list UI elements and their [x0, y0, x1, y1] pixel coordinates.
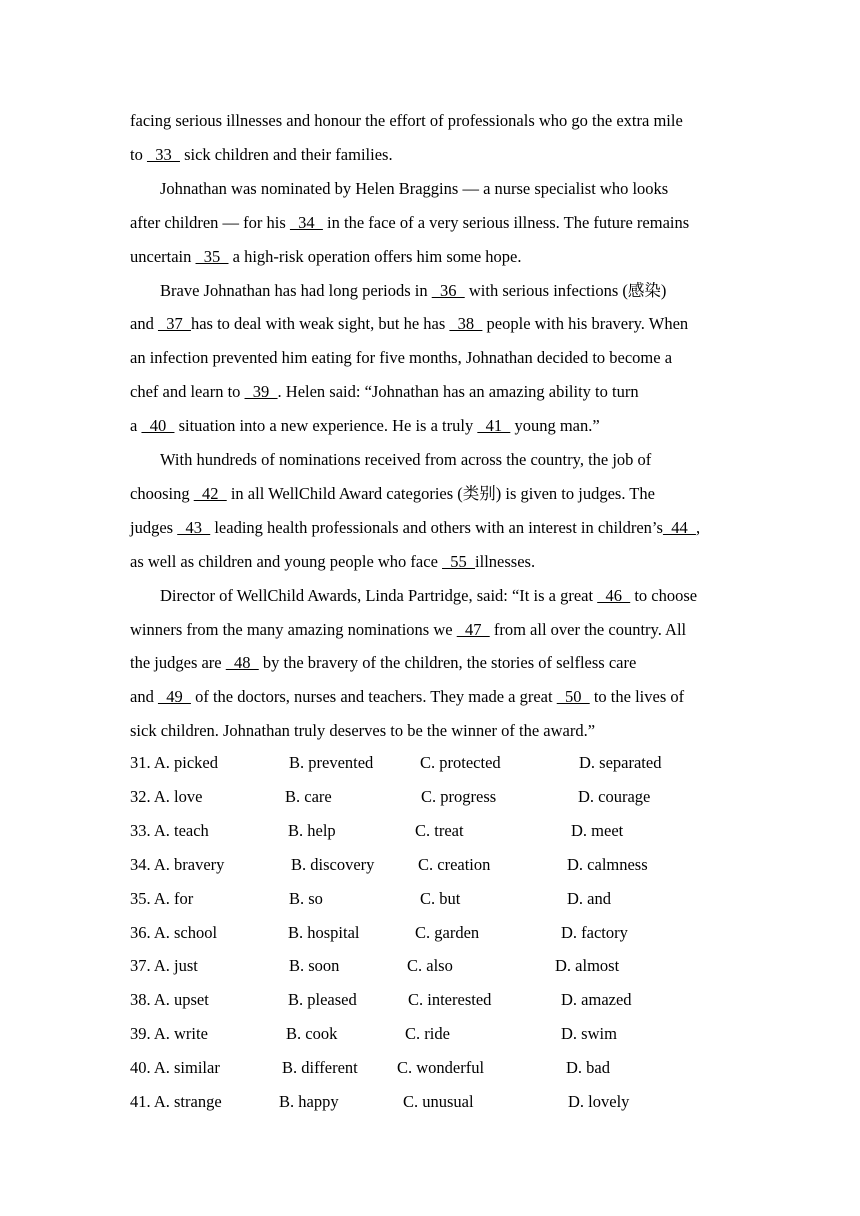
- question-option-a: 36. A. school: [130, 923, 218, 942]
- passage-text: winners from the many amazing nominations we: [130, 620, 457, 639]
- option-c: C. unusual: [403, 1092, 474, 1111]
- answer-blank: 34: [289, 213, 323, 232]
- option-b: B. hospital: [288, 923, 360, 942]
- answer-blank: 42: [193, 484, 227, 503]
- answer-blank: 46: [597, 586, 631, 605]
- option-d: D. amazed: [561, 990, 632, 1009]
- passage-line: [130, 552, 535, 572]
- answer-blank: 40: [141, 416, 175, 435]
- passage-text: by the bravery of the children, the stories of selfless care: [258, 653, 637, 672]
- option-b: B. happy: [279, 1092, 339, 1111]
- option-c: C. garden: [415, 923, 480, 942]
- passage-text: an infection prevented him eating for five months, Johnathan decided to become a: [130, 348, 673, 367]
- option-d: D. bad: [566, 1058, 610, 1077]
- option-b: B. prevented: [289, 753, 374, 772]
- answer-blank: 47: [456, 620, 490, 639]
- passage-text: Director of WellChild Awards, Linda Partridge, said: “It is a great: [160, 586, 598, 605]
- passage-text: from all over the country. All: [489, 620, 687, 639]
- passage-line: [130, 348, 672, 368]
- answer-blank: 36: [431, 281, 465, 300]
- passage-text: With hundreds of nominations received from across the country, the job of: [160, 450, 652, 469]
- question-option-a: 31. A. picked: [130, 753, 218, 772]
- question-option-a: 35. A. for: [130, 889, 194, 908]
- passage-line: [160, 586, 697, 606]
- option-c: C. creation: [418, 855, 491, 874]
- question-option-a: 39. A. write: [130, 1024, 208, 1043]
- passage-text: choosing: [130, 484, 194, 503]
- passage-text: . Helen said: “Johnathan has an amazing ability to turn: [277, 382, 639, 401]
- option-c: C. interested: [408, 990, 492, 1009]
- option-d: D. courage: [578, 787, 651, 806]
- passage-line: [130, 416, 600, 436]
- option-b: B. cook: [286, 1024, 338, 1043]
- passage-text: after children — for his: [130, 213, 290, 232]
- option-c: C. also: [407, 956, 453, 975]
- answer-blank: 49: [157, 687, 191, 706]
- option-d: D. calmness: [567, 855, 648, 874]
- option-d: D. swim: [561, 1024, 617, 1043]
- question-option-a: 32. A. love: [130, 787, 203, 806]
- passage-line: [160, 450, 651, 470]
- passage-text: to: [130, 145, 147, 164]
- answer-blank: 38: [449, 314, 483, 333]
- option-b: B. so: [289, 889, 323, 908]
- answer-blank: 33: [146, 145, 180, 164]
- passage-line: [130, 721, 595, 741]
- passage-text: judges: [130, 518, 178, 537]
- passage-text: to choose: [630, 586, 698, 605]
- question-option-a: 37. A. just: [130, 956, 198, 975]
- question-option-a: 34. A. bravery: [130, 855, 225, 874]
- option-c: C. but: [420, 889, 461, 908]
- passage-line: [130, 518, 700, 538]
- question-option-a: 38. A. upset: [130, 990, 209, 1009]
- option-b: B. pleased: [288, 990, 357, 1009]
- answer-blank: 37: [157, 314, 191, 333]
- passage-text: young man.”: [510, 416, 600, 435]
- passage-text: a high-risk operation offers him some hope.: [228, 247, 522, 266]
- option-c: C. wonderful: [397, 1058, 485, 1077]
- answer-blank: 43: [177, 518, 211, 537]
- passage-text: chef and learn to: [130, 382, 245, 401]
- passage-text: facing serious illnesses and honour the effort of professionals who go the extra mile: [130, 111, 683, 130]
- option-b: B. discovery: [291, 855, 375, 874]
- passage-text: Brave Johnathan has had long periods in: [160, 281, 432, 300]
- option-d: D. and: [567, 889, 611, 908]
- passage-line: [160, 179, 668, 199]
- answer-blank: 48: [225, 653, 259, 672]
- passage-text: the judges are: [130, 653, 226, 672]
- answer-blank: 44: [662, 518, 696, 537]
- passage-text: sick children. Johnathan truly deserves to be the winner of the award.”: [130, 721, 596, 740]
- passage-text: leading health professionals and others with an interest in children’s: [210, 518, 663, 537]
- passage-text: ,: [695, 518, 701, 537]
- option-d: D. lovely: [568, 1092, 630, 1111]
- passage-line: [130, 620, 686, 640]
- passage-line: [160, 281, 666, 301]
- passage-text: Johnathan was nominated by Helen Braggins — a nurse specialist who looks: [160, 179, 669, 198]
- passage-text: of the doctors, nurses and teachers. They made a great: [190, 687, 557, 706]
- option-b: B. soon: [289, 956, 340, 975]
- option-c: C. progress: [421, 787, 497, 806]
- passage-text: people with his bravery. When: [482, 314, 689, 333]
- option-b: B. help: [288, 821, 336, 840]
- question-option-a: 33. A. teach: [130, 821, 209, 840]
- passage-text: and: [130, 687, 158, 706]
- passage-text: and: [130, 314, 158, 333]
- passage-text: a: [130, 416, 142, 435]
- passage-line: [130, 111, 683, 131]
- answer-blank: 39: [244, 382, 278, 401]
- passage-text: situation into a new experience. He is a truly: [174, 416, 478, 435]
- answer-blank: 35: [195, 247, 229, 266]
- option-d: D. factory: [561, 923, 628, 942]
- option-d: D. meet: [571, 821, 624, 840]
- option-b: B. different: [282, 1058, 358, 1077]
- passage-text: uncertain: [130, 247, 196, 266]
- passage-line: [130, 145, 393, 165]
- passage-line: [130, 314, 688, 334]
- answer-blank: 55: [442, 552, 476, 571]
- passage-line: [130, 213, 689, 233]
- passage-text: to the lives of: [589, 687, 685, 706]
- passage-line: [130, 382, 639, 402]
- option-d: D. separated: [579, 753, 662, 772]
- passage-text: as well as children and young people who face: [130, 552, 443, 571]
- passage-text: in all WellChild Award categories (类别) is given to judges. The: [226, 484, 655, 503]
- answer-blank: 50: [556, 687, 590, 706]
- passage-text: sick children and their families.: [179, 145, 393, 164]
- option-c: C. treat: [415, 821, 464, 840]
- passage-text: illnesses.: [475, 552, 536, 571]
- question-option-a: 41. A. strange: [130, 1092, 222, 1111]
- option-c: C. ride: [405, 1024, 450, 1043]
- passage-text: has to deal with weak sight, but he has: [190, 314, 450, 333]
- passage-line: [130, 484, 655, 504]
- passage-line: [130, 687, 684, 707]
- passage-line: [130, 653, 636, 673]
- option-b: B. care: [285, 787, 332, 806]
- option-d: D. almost: [555, 956, 620, 975]
- passage-line: [130, 247, 521, 267]
- passage-text: in the face of a very serious illness. The future remains: [322, 213, 690, 232]
- option-c: C. protected: [420, 753, 501, 772]
- passage-text: with serious infections (感染): [464, 281, 667, 300]
- answer-blank: 41: [477, 416, 511, 435]
- question-option-a: 40. A. similar: [130, 1058, 220, 1077]
